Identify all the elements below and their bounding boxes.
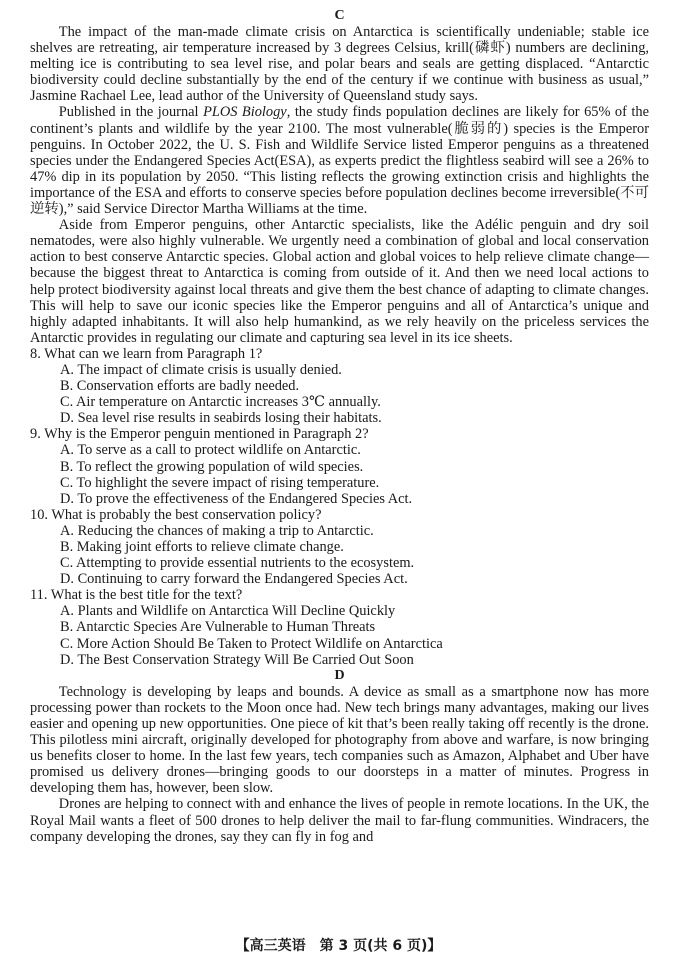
section-c-paragraph-3: Aside from Emperor penguins, other Antarctic specialists, like the Adélic penguin and dry soil nematodes, were also highly vulnerable. We urgently need a combination of global and local conservation action to best conserve Antarctic species. Global action and global voices to help relieve climate change—because the biggest threat to Antarctica is coming from outside of it. And then we need local actions to help protect biodiversity against local threats and give them the best chance of adapting to climate changes. This will help to save our iconic species like the Emperor penguins and all of Antarctica’s unique and highly adapted inhabitants. It will also help humankind, as we rely heavily on the priceless services the Antarctic provides in regulating our climate and capturing sea level in its ice sheets. <box>30 217 649 346</box>
option: C. Air temperature on Antarctic increases 3℃ annually. <box>60 394 381 411</box>
question-8 <box>30 346 649 426</box>
section-c-paragraph-2: Published in the journal PLOS Biology, the study finds population declines are likely for 65% of the continent’s plants and wildlife by the year 2100. The most vulnerable(脆弱的) species is the Emperor penguins. In October 2022, the U. S. Fish and Wildlife Service listed Emperor penguins as a threatened species under the Endangered Species Act(ESA), as experts predict the flightless seabird will see a 26% to 47% dip in its population by 2050. “This listing reflects the growing extinction crisis and highlights the importance of the ESA and efforts to conserve species before population declines become irreversible(不可逆转),” said Service Director Martha Williams at the time. <box>30 104 649 218</box>
option: B. Antarctic Species Are Vulnerable to Human Threats <box>60 619 376 636</box>
option: B. To reflect the growing population of wild species. <box>60 458 364 475</box>
question-9 <box>30 426 649 506</box>
question-stem: 9. Why is the Emperor penguin mentioned in Paragraph 2? <box>30 426 369 443</box>
question-stem: 11. What is the best title for the text? <box>30 587 243 604</box>
question-10 <box>30 507 649 587</box>
section-d-paragraph-1: Technology is developing by leaps and bounds. A device as small as a smartphone now has more processing power than rockets to the Moon once had. New tech brings many advantages, making our lives easier and opening up new opportunities. One piece of kit that’s been really taking off recently is the drone. This pilotless mini aircraft, originally developed for photography from above and warfare, is now bringing us benefits closer to home. In the last few years, tech companies such as Amazon, Alphabet and Uber have promised us delivery drones—bringing goods to our doorsteps in a matter of minutes. Progress in developing them has, however, been slow. <box>30 683 649 797</box>
question-11 <box>30 587 649 667</box>
section-d-heading: D <box>334 667 345 683</box>
option: A. Reducing the chances of making a trip to Antarctic. <box>60 522 374 539</box>
p2-prefix: Published in the journal <box>58 104 199 121</box>
option: D. Continuing to carry forward the Endangered Species Act. <box>60 571 408 588</box>
section-c-paragraph-1: The impact of the man-made climate crisis on Antarctica is scientifically undeniable; stable ice shelves are retreating, air temperature increased by 3 degrees Celsius, krill(磷虾) numbers are declining, melting ice is contributing to sea level rise, and polar bears and seals are getting displaced. “Antarctic biodiversity could decline substantially by the end of the century if we continue with business as usual,” Jasmine Rachael Lee, lead author of the University of Queensland study says. <box>30 24 649 105</box>
option: C. Attempting to provide essential nutrients to the ecosystem. <box>60 555 415 572</box>
option: A. To serve as a call to protect wildlife on Antarctic. <box>60 442 361 459</box>
question-stem: 10. What is probably the best conservation policy? <box>30 506 322 523</box>
question-stem: 8. What can we learn from Paragraph 1? <box>30 345 263 362</box>
journal-name: PLOS Biology <box>203 104 287 121</box>
section-c-heading: C <box>334 8 345 23</box>
option: D. Sea level rise results in seabirds losing their habitats. <box>60 410 382 427</box>
exam-page <box>30 8 649 845</box>
option: A. The impact of climate crisis is usually denied. <box>60 361 342 378</box>
option: C. More Action Should Be Taken to Protect Wildlife on Antarctica <box>60 635 443 652</box>
option: A. Plants and Wildlife on Antarctica Will Decline Quickly <box>60 603 396 620</box>
section-d-paragraph-2: Drones are helping to connect with and enhance the lives of people in remote locations. In the UK, the Royal Mail wants a fleet of 500 drones to help deliver the mail to far-flung communities. Windracers, the company developing the drones, say they can fly in fog and <box>30 796 649 845</box>
p2-body: the study finds population declines are likely for 65% of the continent’s plants and wildlife by the year 2100. The most vulnerable(脆弱的) species is the Emperor penguins. In October 2022, the U. S. Fish and Wildlife Service listed Emperor penguins as a threatened species under the Endangered Species Act(ESA), as experts predict the flightless seabird will see a 26% to 47% dip in its population by 2050. “This listing reflects the growing extinction crisis and highlights the importance of the ESA and efforts to conserve species before population declines become irreversible(不可逆转),” said Service Director Martha Williams at the time. <box>30 104 649 218</box>
option: C. To highlight the severe impact of rising temperature. <box>60 474 380 491</box>
option: B. Conservation efforts are badly needed. <box>60 378 300 395</box>
option: B. Making joint efforts to relieve climate change. <box>60 539 344 555</box>
page-footer: 【高三英语 第 3 页(共 6 页)】 <box>235 938 442 954</box>
option: D. The Best Conservation Strategy Will Be Carried Out Soon <box>60 651 414 668</box>
option: D. To prove the effectiveness of the Endangered Species Act. <box>60 490 413 507</box>
